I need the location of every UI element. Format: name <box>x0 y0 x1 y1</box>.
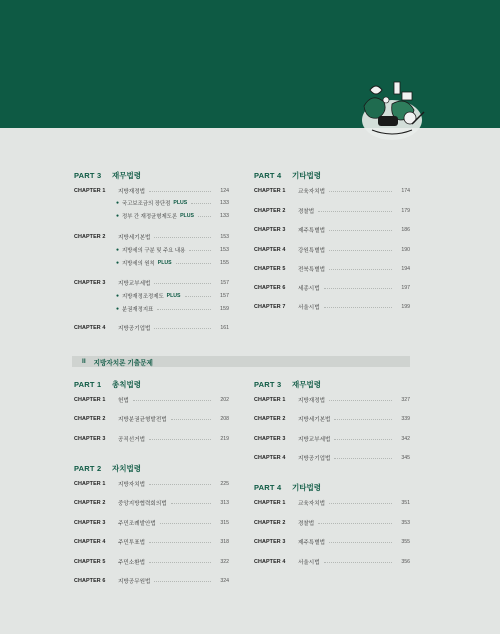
leader-dots <box>329 503 392 504</box>
toc-entry[interactable] <box>254 245 410 255</box>
chapter-title: 교육자치법 <box>298 189 326 195</box>
toc-entry[interactable] <box>254 434 410 444</box>
chapter-label: CHAPTER 5 <box>74 559 106 565</box>
leader-dots <box>329 542 392 543</box>
chapter-title: 지방재정법 <box>118 189 146 195</box>
page-number: 190 <box>401 247 410 253</box>
leader-dots <box>149 542 211 543</box>
bullet-icon: ● <box>116 200 120 206</box>
page-number: 345 <box>401 455 410 461</box>
chapter-title: 주민투표법 <box>118 540 146 546</box>
page-number: 356 <box>401 559 410 565</box>
chapter-title: 강원특별법 <box>298 248 326 254</box>
chapter-label: CHAPTER 5 <box>254 266 286 272</box>
chapter-title: 제주특별법 <box>298 228 326 234</box>
toc-entry[interactable] <box>254 206 410 216</box>
bullet-icon: ● <box>116 247 120 253</box>
page-number: 133 <box>220 213 229 219</box>
part-heading <box>254 379 321 391</box>
page-number: 197 <box>401 285 410 291</box>
chapter-title: 지방세기본법 <box>118 235 151 241</box>
page-number: 202 <box>220 397 229 403</box>
toc-entry[interactable] <box>74 232 229 242</box>
chapter-label: CHAPTER 6 <box>74 578 106 584</box>
leader-dots <box>154 237 211 238</box>
chapter-title: 지방공기업법 <box>298 456 331 462</box>
part-number: PART 4 <box>254 483 282 492</box>
page-number: 339 <box>401 416 410 422</box>
subentry-title: 국고보조금의 장단점 <box>122 201 171 207</box>
leader-dots <box>149 562 211 563</box>
chapter-label: CHAPTER 2 <box>254 208 286 214</box>
page-number: 153 <box>220 247 229 253</box>
section-title: 지방자치론 기출문제 <box>93 359 153 367</box>
chapter-title: 지방공무원법 <box>118 579 151 585</box>
toc-subentry[interactable] <box>116 198 229 208</box>
leader-dots <box>198 216 211 217</box>
page-number: 179 <box>401 208 410 214</box>
toc-entry[interactable] <box>254 557 410 567</box>
page-number: 159 <box>220 306 229 312</box>
leader-dots <box>133 400 211 401</box>
toc-subentry[interactable] <box>116 211 229 221</box>
chapter-label: CHAPTER 6 <box>254 285 286 291</box>
toc-subentry[interactable] <box>116 291 229 301</box>
part-number: PART 3 <box>74 171 102 180</box>
chapter-label: CHAPTER 4 <box>74 325 106 331</box>
subentry-title: 분권재정지표 <box>122 307 154 313</box>
leader-dots <box>176 263 211 264</box>
illustration-icon <box>352 76 432 142</box>
part-title: 재무법령 <box>292 380 321 389</box>
chapter-title: 지방교부세법 <box>118 281 151 287</box>
leader-dots <box>154 283 211 284</box>
leader-dots <box>329 269 392 270</box>
section-number: II <box>82 358 86 365</box>
chapter-label: CHAPTER 3 <box>254 539 286 545</box>
toc-entry[interactable] <box>74 498 229 508</box>
page-number: 174 <box>401 188 410 194</box>
page-number: 186 <box>401 227 410 233</box>
chapter-label: CHAPTER 2 <box>254 416 286 422</box>
part-number: PART 3 <box>254 380 282 389</box>
subentry-title: 지방재정조정제도 <box>122 294 164 300</box>
page-number: 153 <box>220 234 229 240</box>
leader-dots <box>154 328 211 329</box>
leader-dots <box>334 439 392 440</box>
leader-dots <box>334 458 392 459</box>
part-title: 기타법령 <box>292 171 321 180</box>
toc-entry[interactable] <box>254 518 410 528</box>
section-heading <box>72 356 410 367</box>
toc-entry[interactable] <box>254 302 410 312</box>
toc-subentry[interactable] <box>116 304 229 314</box>
toc-entry[interactable] <box>254 225 410 235</box>
chapter-label: CHAPTER 2 <box>74 416 106 422</box>
chapter-label: CHAPTER 4 <box>74 539 106 545</box>
page-number: 324 <box>220 578 229 584</box>
chapter-title: 경찰법 <box>298 521 315 527</box>
plus-badge: PLUS <box>157 260 172 266</box>
chapter-label: CHAPTER 1 <box>74 397 106 403</box>
leader-dots <box>329 230 392 231</box>
toc-entry[interactable] <box>254 395 410 405</box>
chapter-label: CHAPTER 4 <box>254 247 286 253</box>
toc-subentry[interactable] <box>116 258 229 268</box>
chapter-label: CHAPTER 2 <box>74 500 106 506</box>
plus-badge: PLUS <box>166 293 181 299</box>
plus-badge: PLUS <box>180 213 194 219</box>
page-number: 351 <box>401 500 410 506</box>
chapter-label: CHAPTER 3 <box>74 520 106 526</box>
toc-entry[interactable] <box>74 395 229 405</box>
page-number: 342 <box>401 436 410 442</box>
leader-dots <box>189 250 211 251</box>
leader-dots <box>149 484 211 485</box>
part-title: 총칙법령 <box>112 380 141 389</box>
toc-entry[interactable] <box>254 498 410 508</box>
leader-dots <box>171 503 211 504</box>
toc-entry[interactable] <box>254 453 410 463</box>
part-heading <box>254 482 321 494</box>
leader-dots <box>324 307 392 308</box>
page-number: 157 <box>220 280 229 286</box>
leader-dots <box>154 581 211 582</box>
chapter-title: 서울시법 <box>298 560 320 566</box>
chapter-title: 중앙지방협력회의법 <box>118 501 167 507</box>
bullet-icon: ● <box>116 293 120 299</box>
chapter-title: 헌법 <box>118 398 129 404</box>
chapter-label: CHAPTER 1 <box>74 481 106 487</box>
toc-entry[interactable] <box>74 557 229 567</box>
part-number: PART 4 <box>254 171 282 180</box>
part-heading <box>74 463 141 475</box>
leader-dots <box>329 250 392 251</box>
chapter-label: CHAPTER 1 <box>254 500 286 506</box>
leader-dots <box>329 400 392 401</box>
leader-dots <box>318 523 392 524</box>
toc-entry[interactable] <box>74 414 229 424</box>
leader-dots <box>318 211 392 212</box>
chapter-label: CHAPTER 1 <box>74 188 106 194</box>
page-number: 315 <box>220 520 229 526</box>
chapter-title: 지방세기본법 <box>298 417 331 423</box>
toc-entry[interactable] <box>254 186 410 196</box>
chapter-label: CHAPTER 1 <box>254 188 286 194</box>
chapter-title: 경찰법 <box>298 209 315 215</box>
part-title: 재무법령 <box>112 171 141 180</box>
toc-entry[interactable] <box>254 283 410 293</box>
chapter-title: 주민소환법 <box>118 560 146 566</box>
page-number: 133 <box>220 200 229 206</box>
part-heading <box>74 170 141 182</box>
leader-dots <box>185 296 211 297</box>
leader-dots <box>334 419 392 420</box>
bullet-icon: ● <box>116 260 120 266</box>
chapter-label: CHAPTER 4 <box>254 455 286 461</box>
toc-entry[interactable] <box>74 434 229 444</box>
chapter-title: 지방분권균형발전법 <box>118 417 167 423</box>
part-heading <box>74 379 141 391</box>
toc-entry[interactable] <box>74 518 229 528</box>
chapter-label: CHAPTER 3 <box>74 436 106 442</box>
subentry-title: 지방세의 구분 및 주요 내용 <box>122 248 186 254</box>
chapter-label: CHAPTER 2 <box>74 234 106 240</box>
chapter-title: 지방공기업법 <box>118 326 151 332</box>
page-number: 157 <box>220 293 229 299</box>
chapter-label: CHAPTER 3 <box>254 227 286 233</box>
part-heading <box>254 170 321 182</box>
page-number: 219 <box>220 436 229 442</box>
chapter-title: 전북특별법 <box>298 267 326 273</box>
toc-entry[interactable] <box>74 323 229 333</box>
chapter-label: CHAPTER 3 <box>254 436 286 442</box>
leader-dots <box>149 439 211 440</box>
subentry-title: 정부 간 재정균형제도론 <box>122 214 178 220</box>
chapter-label: CHAPTER 7 <box>254 304 286 310</box>
page-number: 161 <box>220 325 229 331</box>
part-number: PART 2 <box>74 464 102 473</box>
page-number: 208 <box>220 416 229 422</box>
page-number: 155 <box>220 260 229 266</box>
leader-dots <box>149 191 211 192</box>
page-number: 318 <box>220 539 229 545</box>
toc-entry[interactable] <box>74 537 229 547</box>
chapter-title: 지방재정법 <box>298 398 326 404</box>
chapter-label: CHAPTER 4 <box>254 559 286 565</box>
leader-dots <box>324 562 392 563</box>
toc-entry[interactable] <box>74 576 229 586</box>
page-number: 225 <box>220 481 229 487</box>
page-number: 327 <box>401 397 410 403</box>
page-number: 322 <box>220 559 229 565</box>
bullet-icon: ● <box>116 306 120 312</box>
page-number: 313 <box>220 500 229 506</box>
page-number: 353 <box>401 520 410 526</box>
page-number: 124 <box>220 188 229 194</box>
leader-dots <box>324 288 392 289</box>
chapter-title: 지방자치법 <box>118 482 146 488</box>
page-number: 355 <box>401 539 410 545</box>
leader-dots <box>329 191 392 192</box>
toc-entry[interactable] <box>254 537 410 547</box>
page-number: 194 <box>401 266 410 272</box>
bullet-icon: ● <box>116 213 120 219</box>
toc-entry[interactable] <box>74 479 229 489</box>
leader-dots <box>171 419 211 420</box>
subentry-title: 지방세의 원칙 <box>122 261 155 267</box>
chapter-title: 세종시법 <box>298 286 320 292</box>
chapter-label: CHAPTER 2 <box>254 520 286 526</box>
leader-dots <box>157 309 211 310</box>
chapter-title: 서울시법 <box>298 305 320 311</box>
toc-entry[interactable] <box>254 414 410 424</box>
chapter-title: 교육자치법 <box>298 501 326 507</box>
page-number: 199 <box>401 304 410 310</box>
chapter-title: 공직선거법 <box>118 437 146 443</box>
leader-dots <box>191 203 211 204</box>
part-title: 기타법령 <box>292 483 321 492</box>
toc-subentry[interactable] <box>116 245 229 255</box>
chapter-title: 주민조례발안법 <box>118 521 156 527</box>
part-number: PART 1 <box>74 380 102 389</box>
chapter-title: 지방교부세법 <box>298 437 331 443</box>
chapter-label: CHAPTER 1 <box>254 397 286 403</box>
plus-badge: PLUS <box>173 200 188 206</box>
toc-entry[interactable] <box>74 278 229 288</box>
part-title: 자치법령 <box>112 464 141 473</box>
toc-entry[interactable] <box>74 186 229 196</box>
chapter-label: CHAPTER 3 <box>74 280 106 286</box>
chapter-title: 제주특별법 <box>298 540 326 546</box>
leader-dots <box>160 523 211 524</box>
toc-entry[interactable] <box>254 264 410 274</box>
